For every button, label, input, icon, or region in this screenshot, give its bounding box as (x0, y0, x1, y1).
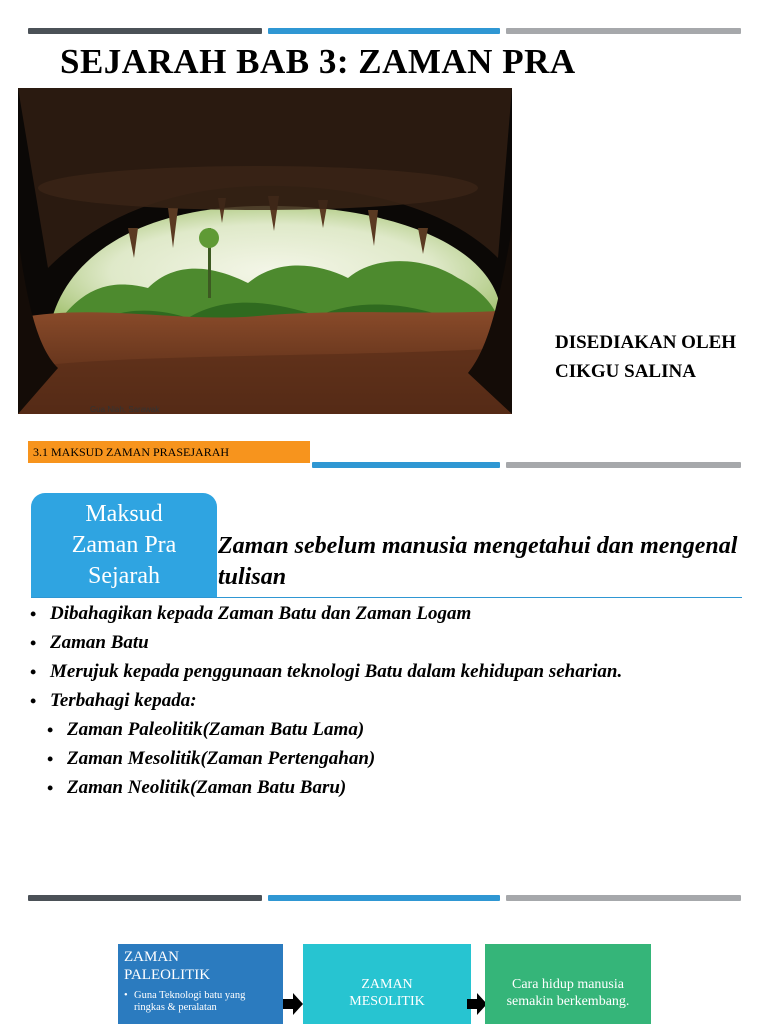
flow-step-title: ZAMAN (124, 949, 179, 965)
header-bar-grey (506, 462, 741, 468)
flow-step-paleolitik (118, 944, 283, 1024)
bullet-icon: • (30, 662, 37, 682)
header-bar-dark (28, 28, 262, 34)
definition-text: Zaman sebelum manusia mengetahui dan mengenal tulisan (218, 533, 738, 590)
list-item-text: Terbahagi kepada: (50, 690, 197, 711)
list-item (30, 687, 622, 716)
slide-title: SEJARAH BAB 3: ZAMAN PRA (60, 42, 576, 81)
list-item-text: Zaman Paleolitik(Zaman Batu Lama) (67, 719, 365, 740)
header-bar-grey (506, 895, 741, 901)
definition-title-line: Zaman Pra (71, 532, 177, 558)
bullet-icon: • (30, 691, 37, 711)
header-bar-grey (506, 28, 741, 34)
author-byline (555, 328, 736, 386)
sub-list-item (47, 716, 622, 745)
flow-step-point (124, 990, 277, 1014)
list-item-text: Zaman Neolitik(Zaman Batu Baru) (67, 777, 347, 798)
flow-step-title: MESOLITIK (349, 994, 425, 1009)
flow-step-development (485, 944, 651, 1024)
header-bar-dark (28, 895, 262, 901)
list-item-text: Zaman Mesolitik(Zaman Pertengahan) (67, 748, 376, 769)
list-item-text: Merujuk kepada penggunaan teknologi Batu dalam kehidupan seharian. (50, 661, 623, 682)
image-caption: Gua Niah, Sarawak (90, 405, 160, 414)
bullet-icon: • (124, 990, 128, 1001)
list-item-text: Zaman Batu (50, 632, 149, 653)
bullet-icon: • (47, 749, 54, 769)
definition-title-line: Maksud (85, 501, 163, 527)
cave-photo (18, 88, 512, 414)
header-bar-blue (312, 462, 500, 468)
flow-step-point-text: Guna Teknologi batu yang ringkas & peralatan (134, 990, 246, 1013)
flow-step-mesolitik (303, 944, 471, 1024)
bullet-icon: • (47, 720, 54, 740)
sub-list-item (47, 774, 622, 803)
bullet-icon: • (30, 633, 37, 653)
bullet-icon: • (30, 604, 37, 624)
header-bar-blue (268, 895, 500, 901)
divider (31, 597, 742, 598)
flow-step-title: PALEOLITIK (124, 967, 211, 983)
section-tag: 3.1 MAKSUD ZAMAN PRASEJARAH (28, 441, 310, 463)
header-bar-blue (268, 28, 500, 34)
arrow-right-icon (467, 993, 487, 1015)
list-item (30, 629, 622, 658)
flow-step-title: ZAMAN (361, 977, 413, 992)
flow-step-text: Cara hidup manusia (512, 977, 624, 992)
list-item (30, 600, 622, 629)
bullet-icon: • (47, 778, 54, 798)
sub-list-item (47, 745, 622, 774)
definition-title-box (31, 493, 217, 597)
definition-title-line: Sejarah (88, 563, 160, 589)
list-item-text: Dibahagikan kepada Zaman Batu dan Zaman Logam (50, 603, 472, 624)
bullet-list (30, 600, 622, 803)
flow-step-text: semakin berkembang. (506, 994, 630, 1009)
byline-line-2: CIKGU SALINA (555, 361, 696, 382)
byline-line-1: DISEDIAKAN OLEH (555, 332, 737, 353)
list-item (30, 658, 622, 687)
arrow-right-icon (283, 993, 303, 1015)
